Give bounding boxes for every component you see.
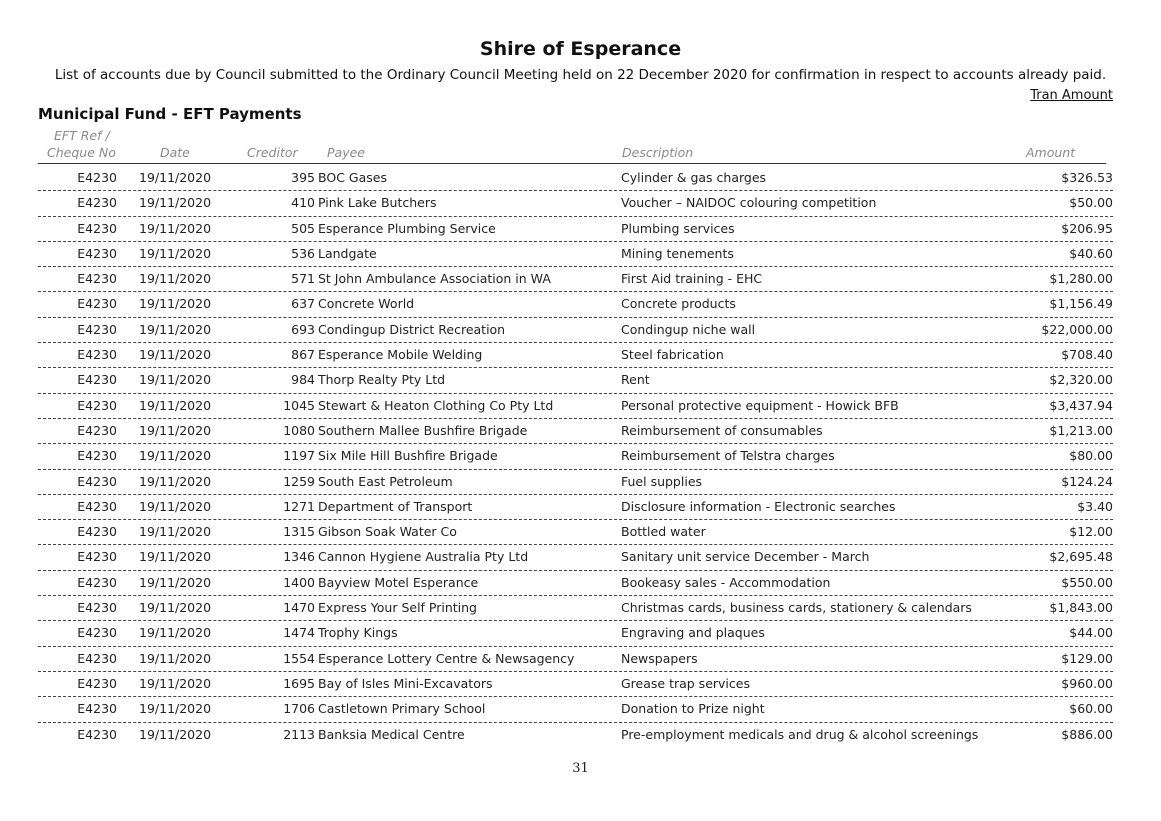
table-row <box>38 672 1113 697</box>
page-subtitle: List of accounts due by Council submitted to the Ordinary Council Meeting held on 22 December 2020 for confirmation in respect to accounts already paid. <box>54 67 1107 83</box>
row-payee: Concrete World <box>318 296 415 312</box>
row-payee: Cannon Hygiene Australia Pty Ltd <box>318 549 529 565</box>
row-ref: E4230 <box>77 498 117 514</box>
row-amount: $206.95 <box>1061 220 1113 236</box>
row-amount: $44.00 <box>1069 625 1113 641</box>
row-description: Fuel supplies <box>621 473 703 489</box>
row-creditor: 1045 <box>283 397 315 413</box>
table-row <box>38 343 1113 368</box>
row-description: First Aid training - EHC <box>621 271 763 287</box>
row-date: 19/11/2020 <box>139 675 212 691</box>
row-date: 19/11/2020 <box>139 473 212 489</box>
row-ref: E4230 <box>77 473 117 489</box>
table-row <box>38 419 1113 444</box>
row-ref: E4230 <box>77 271 117 287</box>
row-description: Disclosure information - Electronic searches <box>621 498 896 514</box>
row-payee: Esperance Plumbing Service <box>318 220 496 236</box>
row-payee: Castletown Primary School <box>318 701 486 717</box>
row-payee: Esperance Mobile Welding <box>318 347 483 363</box>
row-date: 19/11/2020 <box>139 701 212 717</box>
row-description: Reimbursement of consumables <box>621 422 823 438</box>
row-ref: E4230 <box>77 675 117 691</box>
row-ref: E4230 <box>77 195 117 211</box>
table-row <box>38 647 1113 672</box>
table-row <box>38 292 1113 317</box>
row-date: 19/11/2020 <box>139 296 212 312</box>
row-payee: Express Your Self Printing <box>318 600 477 616</box>
row-payee: Condingup District Recreation <box>318 321 506 337</box>
row-ref: E4230 <box>77 296 117 312</box>
row-payee: Esperance Lottery Centre & Newsagency <box>318 650 575 666</box>
row-date: 19/11/2020 <box>139 422 212 438</box>
row-creditor: 1259 <box>283 473 315 489</box>
row-date: 19/11/2020 <box>139 625 212 641</box>
row-creditor: 1470 <box>283 600 315 616</box>
row-creditor: 867 <box>291 347 315 363</box>
row-amount: $50.00 <box>1069 195 1113 211</box>
row-amount: $124.24 <box>1061 473 1113 489</box>
row-description: Sanitary unit service December - March <box>621 549 870 565</box>
row-creditor: 1706 <box>283 701 315 717</box>
row-payee: Six Mile Hill Bushfire Brigade <box>318 448 498 464</box>
row-creditor: 1315 <box>283 524 315 540</box>
row-ref: E4230 <box>77 170 117 185</box>
row-ref: E4230 <box>77 701 117 717</box>
table-row <box>38 545 1113 570</box>
table-row <box>38 596 1113 621</box>
row-date: 19/11/2020 <box>139 498 212 514</box>
row-payee: Department of Transport <box>318 498 473 514</box>
page-number: 31 <box>572 761 589 776</box>
column-header-date: Date <box>160 145 190 160</box>
row-payee: South East Petroleum <box>318 473 453 489</box>
row-ref: E4230 <box>77 448 117 464</box>
row-creditor: 1474 <box>283 625 315 641</box>
row-payee: Pink Lake Butchers <box>318 195 437 211</box>
table-row <box>38 368 1113 393</box>
row-date: 19/11/2020 <box>139 448 212 464</box>
row-date: 19/11/2020 <box>139 271 212 287</box>
table-row <box>38 520 1113 545</box>
column-header-ref-line2: Cheque No <box>47 145 116 160</box>
row-payee: BOC Gases <box>318 170 387 185</box>
row-creditor: 536 <box>291 245 315 261</box>
row-date: 19/11/2020 <box>139 220 212 236</box>
row-description: Newspapers <box>621 650 698 666</box>
row-creditor: 571 <box>291 271 315 287</box>
row-description: Christmas cards, business cards, stationery & calendars <box>621 600 972 616</box>
row-creditor: 505 <box>291 220 315 236</box>
row-ref: E4230 <box>77 600 117 616</box>
row-payee: Banksia Medical Centre <box>318 726 465 742</box>
row-ref: E4230 <box>77 372 117 388</box>
row-date: 19/11/2020 <box>139 372 212 388</box>
row-description: Voucher – NAIDOC colouring competition <box>621 195 877 211</box>
row-amount: $3.40 <box>1077 498 1113 514</box>
row-description: Steel fabrication <box>621 347 724 363</box>
row-date: 19/11/2020 <box>139 170 212 185</box>
table-row <box>38 318 1113 343</box>
row-amount: $2,695.48 <box>1049 549 1113 565</box>
table-row <box>38 571 1113 596</box>
row-amount: $2,320.00 <box>1049 372 1113 388</box>
row-date: 19/11/2020 <box>139 524 212 540</box>
row-ref: E4230 <box>77 397 117 413</box>
row-date: 19/11/2020 <box>139 347 212 363</box>
row-ref: E4230 <box>77 321 117 337</box>
row-amount: $80.00 <box>1069 448 1113 464</box>
payments-table <box>0 166 1161 747</box>
header-rule <box>38 163 1106 164</box>
table-row <box>38 444 1113 469</box>
row-amount: $1,213.00 <box>1049 422 1113 438</box>
row-creditor: 1197 <box>283 448 315 464</box>
row-description: Mining tenements <box>621 245 734 261</box>
table-row <box>38 242 1113 267</box>
row-description: Reimbursement of Telstra charges <box>621 448 835 464</box>
row-creditor: 410 <box>291 195 315 211</box>
row-amount: $40.60 <box>1069 245 1113 261</box>
row-description: Concrete products <box>621 296 736 312</box>
row-description: Personal protective equipment - Howick BFB <box>621 397 899 413</box>
row-payee: Southern Mallee Bushfire Brigade <box>318 422 528 438</box>
row-date: 19/11/2020 <box>139 195 212 211</box>
row-creditor: 1271 <box>283 498 315 514</box>
section-heading: Municipal Fund - EFT Payments <box>38 105 302 123</box>
row-description: Bookeasy sales - Accommodation <box>621 574 831 590</box>
row-description: Engraving and plaques <box>621 625 765 641</box>
row-ref: E4230 <box>77 726 117 742</box>
row-ref: E4230 <box>77 524 117 540</box>
table-row <box>38 723 1113 747</box>
column-header-amount: Amount <box>1026 145 1076 160</box>
page-title: Shire of Esperance <box>479 38 682 60</box>
row-creditor: 1554 <box>283 650 315 666</box>
table-row <box>38 495 1113 520</box>
row-amount: $886.00 <box>1061 726 1113 742</box>
row-payee: Trophy Kings <box>318 625 398 641</box>
row-payee: Stewart & Heaton Clothing Co Pty Ltd <box>318 397 554 413</box>
row-ref: E4230 <box>77 347 117 363</box>
row-amount: $960.00 <box>1061 675 1113 691</box>
row-amount: $60.00 <box>1069 701 1113 717</box>
table-row <box>38 267 1113 292</box>
row-description: Pre-employment medicals and drug & alcohol screenings <box>621 726 979 742</box>
row-payee: Bayview Motel Esperance <box>318 574 479 590</box>
row-ref: E4230 <box>77 422 117 438</box>
row-payee: Gibson Soak Water Co <box>318 524 457 540</box>
row-creditor: 1346 <box>283 549 315 565</box>
row-description: Bottled water <box>621 524 706 540</box>
row-creditor: 395 <box>291 170 315 185</box>
row-date: 19/11/2020 <box>139 397 212 413</box>
table-row <box>38 217 1113 242</box>
row-ref: E4230 <box>77 574 117 590</box>
row-ref: E4230 <box>77 549 117 565</box>
row-creditor: 2113 <box>283 726 315 742</box>
row-amount: $22,000.00 <box>1041 321 1113 337</box>
row-creditor: 693 <box>291 321 315 337</box>
row-amount: $1,280.00 <box>1049 271 1113 287</box>
row-amount: $550.00 <box>1061 574 1113 590</box>
column-header-creditor: Creditor <box>247 145 298 160</box>
table-row <box>38 621 1113 646</box>
row-amount: $12.00 <box>1069 524 1113 540</box>
row-amount: $1,156.49 <box>1049 296 1113 312</box>
row-payee: Thorp Realty Pty Ltd <box>318 372 446 388</box>
column-header-description: Description <box>622 145 694 160</box>
row-creditor: 637 <box>291 296 315 312</box>
row-creditor: 1080 <box>283 422 315 438</box>
row-description: Donation to Prize night <box>621 701 765 717</box>
row-ref: E4230 <box>77 650 117 666</box>
column-header-ref-line1: EFT Ref / <box>54 128 110 143</box>
row-payee: St John Ambulance Association in WA <box>318 271 551 287</box>
row-amount: $3,437.94 <box>1049 397 1113 413</box>
column-header-payee: Payee <box>327 145 365 160</box>
row-description: Grease trap services <box>621 675 750 691</box>
row-date: 19/11/2020 <box>139 726 212 742</box>
row-date: 19/11/2020 <box>139 650 212 666</box>
table-row <box>38 166 1113 191</box>
row-description: Condingup niche wall <box>621 321 756 337</box>
table-row <box>38 191 1113 216</box>
row-amount: $326.53 <box>1061 170 1113 185</box>
row-description: Cylinder & gas charges <box>621 170 767 185</box>
table-row <box>38 394 1113 419</box>
row-date: 19/11/2020 <box>139 549 212 565</box>
row-creditor: 1400 <box>283 574 315 590</box>
row-description: Plumbing services <box>621 220 735 236</box>
row-date: 19/11/2020 <box>139 574 212 590</box>
row-date: 19/11/2020 <box>139 321 212 337</box>
table-row <box>38 697 1113 722</box>
row-ref: E4230 <box>77 625 117 641</box>
row-description: Rent <box>621 372 650 388</box>
row-amount: $708.40 <box>1061 347 1113 363</box>
row-date: 19/11/2020 <box>139 245 212 261</box>
table-row <box>38 470 1113 495</box>
row-creditor: 1695 <box>283 675 315 691</box>
row-amount: $1,843.00 <box>1049 600 1113 616</box>
row-payee: Landgate <box>318 245 377 261</box>
row-ref: E4230 <box>77 220 117 236</box>
row-amount: $129.00 <box>1061 650 1113 666</box>
row-ref: E4230 <box>77 245 117 261</box>
row-creditor: 984 <box>291 372 315 388</box>
row-date: 19/11/2020 <box>139 600 212 616</box>
tran-amount-label: Tran Amount <box>1030 88 1113 103</box>
row-payee: Bay of Isles Mini-Excavators <box>318 675 493 691</box>
